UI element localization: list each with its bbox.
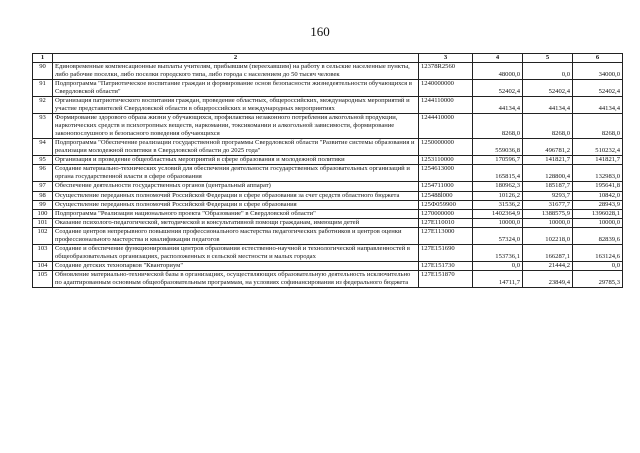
row-value-1: 180962,3 xyxy=(473,182,523,191)
row-code: 127E110010 xyxy=(419,218,473,227)
header-cell: 5 xyxy=(523,54,573,63)
row-name: Подпрограмма "Обеспечение реализации государственной программы Свердловской области "Развитие системы образования и реализация молодежной политики в Свердловской области до 2025 года" xyxy=(53,139,419,156)
row-name: Оказание психолого-педагогической, методической и консультативной помощи гражданам, имеющим детей xyxy=(53,218,419,227)
row-value-3: 510232,4 xyxy=(573,139,623,156)
table-row xyxy=(33,97,623,114)
row-number: 96 xyxy=(33,165,53,182)
header-cell: 2 xyxy=(53,54,419,63)
row-value-1: 1402364,9 xyxy=(473,209,523,218)
row-number: 105 xyxy=(33,270,53,287)
row-value-1: 153736,1 xyxy=(473,244,523,261)
row-value-2: 128800,4 xyxy=(523,165,573,182)
row-name: Осуществление переданных полномочий Российской Федерации в сфере образования xyxy=(53,200,419,209)
row-code: 1244410000 xyxy=(419,114,473,139)
row-code: 125488l000 xyxy=(419,191,473,200)
row-value-1: 14711,7 xyxy=(473,270,523,287)
table-row xyxy=(33,261,623,270)
row-value-1: 48000,0 xyxy=(473,63,523,80)
table-row xyxy=(33,227,623,244)
row-value-2: 496781,2 xyxy=(523,139,573,156)
row-value-1: 52402,4 xyxy=(473,80,523,97)
row-value-3: 132983,0 xyxy=(573,165,623,182)
row-code: 127E151730 xyxy=(419,261,473,270)
row-value-3: 52402,4 xyxy=(573,80,623,97)
table-row xyxy=(33,182,623,191)
row-name: Формирование здорового образа жизни у обучающихся, профилактика незаконного потребления алкогольной продукции, наркотических средств и психотропных веществ, наркомании, токсикомании и алкогольной зависимости, формирование законопослушного и безопасного поведения обучающихся xyxy=(53,114,419,139)
row-number: 93 xyxy=(33,114,53,139)
budget-table xyxy=(32,53,623,288)
row-code: 1254613000 xyxy=(419,165,473,182)
header-cell: 4 xyxy=(473,54,523,63)
row-value-2: 8268,0 xyxy=(523,114,573,139)
row-value-3: 195641,8 xyxy=(573,182,623,191)
row-value-3: 163124,6 xyxy=(573,244,623,261)
row-value-2: 44134,4 xyxy=(523,97,573,114)
row-value-3: 1396028,1 xyxy=(573,209,623,218)
row-value-2: 185187,7 xyxy=(523,182,573,191)
row-number: 99 xyxy=(33,200,53,209)
table-row xyxy=(33,270,623,287)
row-value-3: 10000,0 xyxy=(573,218,623,227)
row-number: 102 xyxy=(33,227,53,244)
row-value-3: 82839,6 xyxy=(573,227,623,244)
row-value-2: 52402,4 xyxy=(523,80,573,97)
row-value-1: 559036,8 xyxy=(473,139,523,156)
row-value-2: 166287,1 xyxy=(523,244,573,261)
row-value-2: 10000,0 xyxy=(523,218,573,227)
row-name: Организация патриотического воспитания граждан, проведение областных, общероссийских, международных мероприятий и участие представителей Свердловской области в общероссийских и международных мероприятиях xyxy=(53,97,419,114)
row-code: 1240000000 xyxy=(419,80,473,97)
row-number: 103 xyxy=(33,244,53,261)
row-number: 94 xyxy=(33,139,53,156)
header-cell: 1 xyxy=(33,54,53,63)
header-cell: 3 xyxy=(419,54,473,63)
table-row xyxy=(33,191,623,200)
row-number: 90 xyxy=(33,63,53,80)
row-name: Создание детских технопарков "Кванториум" xyxy=(53,261,419,270)
table-row xyxy=(33,114,623,139)
table-row xyxy=(33,156,623,165)
row-code: 1244110000 xyxy=(419,97,473,114)
row-number: 104 xyxy=(33,261,53,270)
row-value-2: 23849,4 xyxy=(523,270,573,287)
row-number: 101 xyxy=(33,218,53,227)
row-number: 92 xyxy=(33,97,53,114)
row-number: 100 xyxy=(33,209,53,218)
row-code: 1254711000 xyxy=(419,182,473,191)
row-name: Единовременные компенсационные выплаты учителям, прибывшим (переехавшим) на работу в сельские населенные пункты, либо рабочие поселки, либо поселки городского типа, либо города с населением до 50 тысяч человек xyxy=(53,63,419,80)
row-name: Организация и проведение общеобластных мероприятий в сфере образования и молодежной политики xyxy=(53,156,419,165)
row-value-1: 31536,2 xyxy=(473,200,523,209)
table-row xyxy=(33,80,623,97)
row-name: Создание центров непрерывного повышения профессионального мастерства педагогических работников и центров оценки профессионального мастерства и квалификации педагогов xyxy=(53,227,419,244)
row-code: 125Ф059900 xyxy=(419,200,473,209)
table-row xyxy=(33,139,623,156)
row-number: 97 xyxy=(33,182,53,191)
row-name: Создание материально-технических условий для обеспечения деятельности государственных образовательных организаций и органа государственной власти в сфере образования xyxy=(53,165,419,182)
row-name: Подпрограмма "Реализация национального проекта "Образование" в Свердловской области" xyxy=(53,209,419,218)
table-row xyxy=(33,218,623,227)
page-number: 160 xyxy=(310,24,330,39)
row-value-3: 44134,4 xyxy=(573,97,623,114)
row-value-3: 141821,7 xyxy=(573,156,623,165)
row-code: 1250000000 xyxy=(419,139,473,156)
row-value-3: 8268,0 xyxy=(573,114,623,139)
table-row xyxy=(33,165,623,182)
row-code: 127E151690 xyxy=(419,244,473,261)
row-value-2: 31677,7 xyxy=(523,200,573,209)
table-row xyxy=(33,200,623,209)
row-value-3: 28943,9 xyxy=(573,200,623,209)
row-number: 95 xyxy=(33,156,53,165)
row-value-1: 8268,0 xyxy=(473,114,523,139)
row-number: 98 xyxy=(33,191,53,200)
row-value-2: 102218,0 xyxy=(523,227,573,244)
row-code: 127E151870 xyxy=(419,270,473,287)
row-value-1: 10000,0 xyxy=(473,218,523,227)
row-value-2: 9293,7 xyxy=(523,191,573,200)
row-value-1: 10126,2 xyxy=(473,191,523,200)
row-value-1: 165815,4 xyxy=(473,165,523,182)
table-row xyxy=(33,63,623,80)
row-value-3: 29785,3 xyxy=(573,270,623,287)
row-value-2: 21444,2 xyxy=(523,261,573,270)
row-number: 91 xyxy=(33,80,53,97)
row-value-1: 170596,7 xyxy=(473,156,523,165)
row-name: Подпрограмма "Патриотическое воспитание граждан и формирование основ безопасности жизнедеятельности обучающихся в Свердловской области" xyxy=(53,80,419,97)
row-value-3: 10842,0 xyxy=(573,191,623,200)
table-header-row xyxy=(33,54,623,63)
row-value-2: 1388575,9 xyxy=(523,209,573,218)
row-value-3: 0,0 xyxy=(573,261,623,270)
row-name: Осуществление переданных полномочий Российской Федерации в сфере образования за счет средств областного бюджета xyxy=(53,191,419,200)
row-name: Обновление материально-технической базы в организациях, осуществляющих образовательную деятельность исключительно по адаптированным основным общеобразовательным программам, на условиях софинансирования из федерального бюджета xyxy=(53,270,419,287)
header-cell: 6 xyxy=(573,54,623,63)
row-value-2: 141821,7 xyxy=(523,156,573,165)
table-row xyxy=(33,209,623,218)
row-value-1: 0,0 xyxy=(473,261,523,270)
row-code: 1270000000 xyxy=(419,209,473,218)
row-name: Обеспечение деятельности государственных органов (центральный аппарат) xyxy=(53,182,419,191)
row-value-3: 34000,0 xyxy=(573,63,623,80)
row-value-1: 44134,4 xyxy=(473,97,523,114)
row-value-2: 0,0 xyxy=(523,63,573,80)
row-code: 1253110000 xyxy=(419,156,473,165)
table-row xyxy=(33,244,623,261)
row-code: 127E113000 xyxy=(419,227,473,244)
row-value-1: 57324,0 xyxy=(473,227,523,244)
row-name: Создание и обеспечение функционирования центров образования естественно-научной и технологической направленностей в общеобразовательных организациях, расположенных в сельской местности и малых городах xyxy=(53,244,419,261)
row-code: 12378R2560 xyxy=(419,63,473,80)
